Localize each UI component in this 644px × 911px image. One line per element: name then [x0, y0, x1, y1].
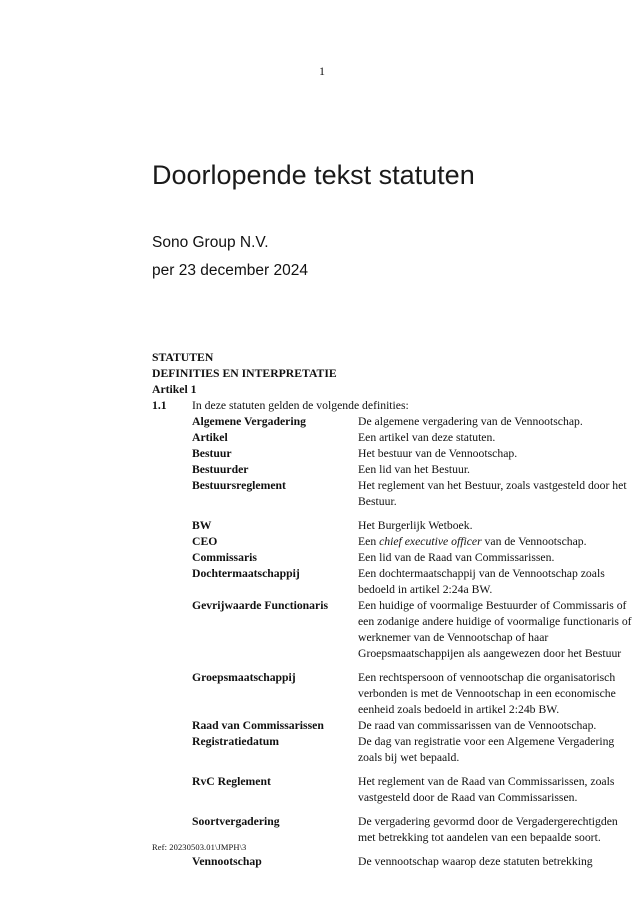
definition-term: BW	[192, 519, 212, 532]
definition-text	[358, 534, 632, 550]
definition-row	[192, 414, 632, 430]
definition-row	[192, 598, 632, 662]
definition-text: De dag van registratie voor een Algemene Vergadering zoals bij wet bepaald.	[358, 735, 615, 764]
definition-row	[192, 534, 632, 550]
document-title: Doorlopende tekst statuten	[152, 160, 475, 190]
clause-1-1	[152, 398, 632, 414]
definition-row	[192, 814, 632, 846]
definition-term: Groepsmaatschappij	[192, 671, 296, 684]
definition-row	[192, 550, 632, 566]
definition-text: Het reglement van het Bestuur, zoals vastgesteld door het Bestuur.	[358, 479, 627, 508]
definition-row	[192, 462, 632, 478]
definition-term: CEO	[192, 535, 218, 548]
definition-row	[192, 734, 632, 766]
definition-text: Een lid van de Raad van Commissarissen.	[358, 551, 555, 564]
definition-term: Registratiedatum	[192, 735, 279, 748]
definition-text: De vergadering gevormd door de Vergadergerechtigden met betrekking tot aandelen van een bepaalde soort.	[358, 815, 618, 844]
definition-term: Bestuurder	[192, 463, 249, 476]
definition-text: Het reglement van de Raad van Commissarissen, zoals vastgesteld door de Raad van Commissarissen.	[358, 775, 615, 804]
definition-row	[192, 670, 632, 718]
definition-text: Een huidige of voormalige Bestuurder of Commissaris of een zodanige andere huidige of voormalige functionaris of werknemer van de Vennootschap of haar Groepsmaatschappijen als aangewezen door het Bestuur	[358, 599, 632, 660]
definition-row	[192, 566, 632, 598]
date-line: per 23 december 2024	[152, 262, 308, 279]
definition-text-italic: chief executive officer	[379, 535, 482, 548]
definition-text: Een lid van het Bestuur.	[358, 463, 470, 476]
definition-text-before: Een	[358, 535, 380, 548]
definition-text: Een rechtspersoon of vennootschap die organisatorisch verbonden is met de Vennootschap in een economische eenheid zoals bedoeld in artikel 2:24b BW.	[358, 671, 616, 716]
definition-term: Algemene Vergadering	[192, 415, 306, 428]
definition-text-after: van de Vennootschap.	[481, 535, 587, 548]
heading-statuten: STATUTEN	[152, 351, 214, 364]
definition-term: Vennootschap	[192, 855, 262, 868]
article-label: Artikel 1	[152, 383, 197, 396]
definition-row	[192, 446, 632, 462]
definition-text: Een dochtermaatschappij van de Vennootschap zoals bedoeld in artikel 2:24a BW.	[358, 567, 605, 596]
definition-text: De vennootschap waarop deze statuten betrekking	[358, 855, 593, 868]
definition-term: Bestuur	[192, 447, 232, 460]
definition-term: Soortvergadering	[192, 815, 280, 828]
definition-term: Gevrijwaarde Functionaris	[192, 599, 329, 612]
definition-row	[192, 518, 632, 534]
definition-text: De raad van commissarissen van de Vennootschap.	[358, 719, 597, 732]
document-body	[152, 350, 632, 870]
definition-row	[192, 718, 632, 734]
definition-text: De algemene vergadering van de Vennootschap.	[358, 415, 583, 428]
page-number: 1	[319, 64, 325, 78]
definition-term: RvC Reglement	[192, 775, 271, 788]
definition-row	[192, 854, 632, 870]
definition-text: Het Burgerlijk Wetboek.	[358, 519, 473, 532]
heading-definities: DEFINITIES EN INTERPRETATIE	[152, 367, 337, 380]
company-name: Sono Group N.V.	[152, 234, 269, 251]
definition-term: Raad van Commissarissen	[192, 719, 324, 732]
definition-term: Commissaris	[192, 551, 257, 564]
definition-term: Artikel	[192, 431, 228, 444]
definition-text: Het bestuur van de Vennootschap.	[358, 447, 518, 460]
footer-reference: Ref: 20230503.01\JMPH\3	[152, 842, 247, 852]
definition-text: Een artikel van deze statuten.	[358, 431, 496, 444]
definition-term: Bestuursreglement	[192, 479, 286, 492]
definition-row	[192, 478, 632, 510]
definitions-list	[192, 414, 632, 870]
definition-row	[192, 430, 632, 446]
clause-intro: In deze statuten gelden de volgende definities:	[192, 399, 409, 412]
definition-term: Dochtermaatschappij	[192, 567, 300, 580]
clause-number: 1.1	[152, 399, 167, 412]
definition-row	[192, 774, 632, 806]
